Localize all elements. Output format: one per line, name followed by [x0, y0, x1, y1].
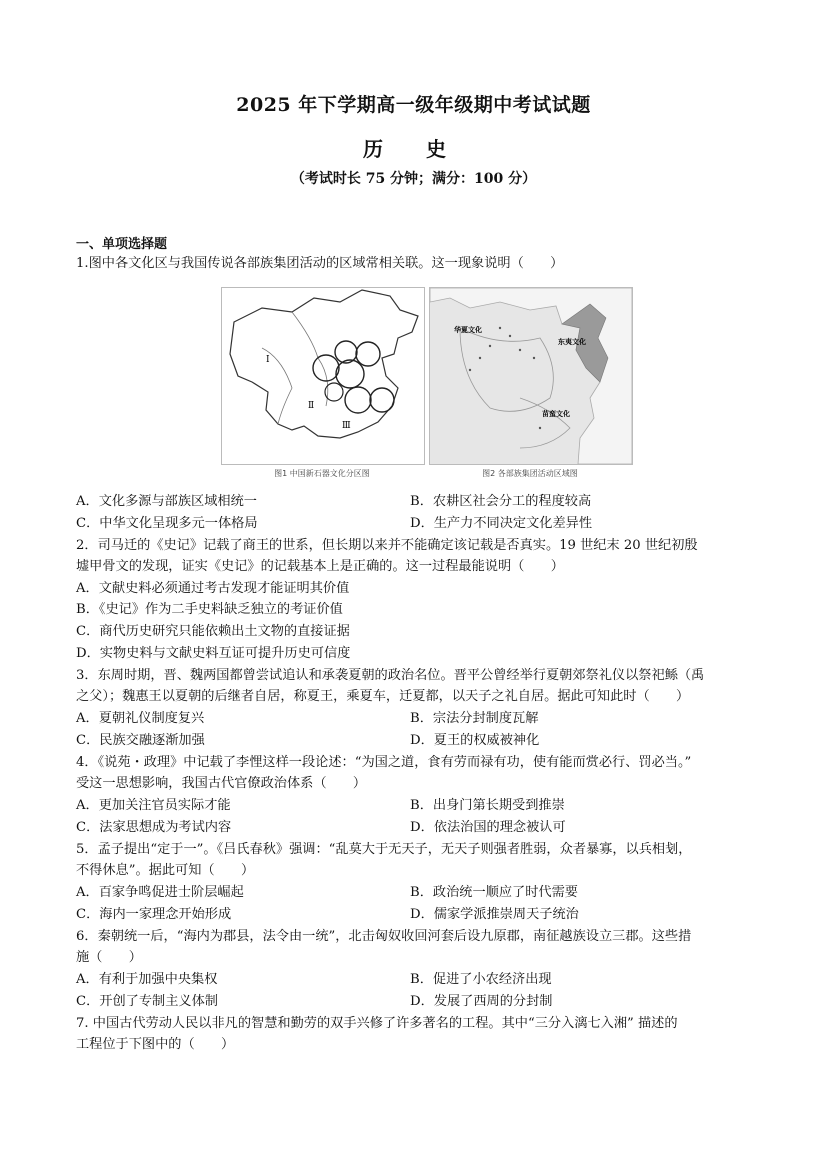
map2-label-miaoman: 苗蛮文化 [542, 410, 570, 418]
q6-stem-line-2: 施（ ） [76, 950, 142, 965]
q3-option-a[interactable]: A．夏朝礼仪制度复兴 [76, 711, 205, 726]
figure-2-caption: 图2 各部族集团活动区域图 [482, 469, 578, 478]
q6-option-d[interactable]: D．发展了西周的分封制 [410, 994, 553, 1009]
q2-stem-line-1: 2．司马迁的《史记》记载了商王的世系，但长期以来并不能确定该记载是否真实。19 世纪末 20 世纪初殷 [76, 538, 698, 553]
q3-stem-line-1: 3．东周时期，晋、魏两国都曾尝试追认和承袭夏朝的政治名位。晋平公曾经举行夏朝郊祭礼仪以祭祀鲧（禹 [76, 668, 705, 683]
q2-option-a[interactable]: A．文献史料必须通过考古发现才能证明其价值 [76, 581, 350, 596]
q5-option-d[interactable]: D．儒家学派推崇周天子统治 [410, 907, 579, 922]
q4-option-b[interactable]: B．出身门第长期受到推崇 [410, 798, 565, 813]
map1-label-2: Ⅱ [308, 401, 315, 411]
figure-1-caption: 图1 中国新石器文化分区图 [274, 469, 370, 478]
q4-option-d[interactable]: D．依法治国的理念被认可 [410, 820, 566, 835]
q5-stem-line-1: 5．孟子提出“定于一”。《吕氏春秋》强调：“乱莫大于无天子，无天子则强者胜弱，众者暴寡，以兵相刬， [76, 842, 692, 857]
subject-title [0, 133, 827, 162]
q4-option-a[interactable]: A．更加关注官员实际才能 [76, 798, 231, 813]
q1-option-d[interactable]: D．生产力不同决定文化差异性 [410, 516, 593, 531]
q4-stem-line-1: 4．《说苑・政理》中记载了李悝这样一段论述：“为国之道，食有劳而禄有功，使有能而赏必行、罚必当。” [76, 755, 692, 770]
q3-option-c[interactable]: C．民族交融逐渐加强 [76, 733, 205, 748]
q3-option-d[interactable]: D．夏王的权威被神化 [410, 733, 540, 748]
q3-option-b[interactable]: B．宗法分封制度瓦解 [410, 711, 539, 726]
q6-option-c[interactable]: C．开创了专制主义体制 [76, 994, 218, 1009]
q6-option-a[interactable]: A．有利于加强中央集权 [76, 972, 218, 987]
q3-stem-line-2: 之父）；魏惠王以夏朝的后继者自居，称夏王，乘夏车，迁夏都，以天子之礼自居。据此可知此时（ ） [76, 689, 690, 704]
q6-option-b[interactable]: B．促进了小农经济出现 [410, 972, 552, 987]
subject-text: 历 史 [363, 137, 464, 161]
exam-info: （考试时长 75 分钟；满分：100 分） [290, 171, 537, 187]
q1-option-c[interactable]: C．中华文化呈现多元一体格局 [76, 516, 258, 531]
china-map-figure-1 [222, 288, 424, 464]
section-title: 一、单项选择题 [76, 237, 168, 252]
neolithic-culture-map [221, 287, 425, 465]
q2-option-c[interactable]: C．商代历史研究只能依赖出土文物的直接证据 [76, 624, 350, 639]
q4-option-c[interactable]: C．法家思想成为考试内容 [76, 820, 232, 835]
q2-option-b[interactable]: B．《史记》作为二手史料缺乏独立的考证价值 [76, 602, 343, 617]
q1-figures [221, 287, 635, 487]
q7-stem-line-2: 工程位于下图中的（ ） [76, 1037, 235, 1052]
q5-option-c[interactable]: C．海内一家理念开始形成 [76, 907, 232, 922]
q4-stem-line-2: 受这一思想影响，我国古代官僚政治体系（ ） [76, 776, 367, 791]
q6-stem-line-1: 6．秦朝统一后，“海内为郡县，法令由一统”，北击匈奴收回河套后设九原郡，南征越族设立三郡。这些措 [76, 929, 692, 944]
map1-label-1: Ⅰ [266, 355, 270, 365]
q1-stem: 1.图中各文化区与我国传说各部族集团活动的区域常相关联。这一现象说明（ ） [76, 256, 564, 271]
q2-option-d[interactable]: D．实物史料与文献史料互证可提升历史可信度 [76, 646, 351, 661]
q1-option-b[interactable]: B．农耕区社会分工的程度较高 [410, 494, 592, 509]
q5-stem-line-2: 不得休息”。据此可知（ ） [76, 863, 255, 878]
q7-stem-line-1: 7. 中国古代劳动人民以非凡的智慧和勤劳的双手兴修了许多著名的工程。其中“三分入漓七入湘” 描述的 [76, 1016, 678, 1031]
q1-option-a[interactable]: A．文化多源与部族区域相统一 [76, 494, 257, 509]
q5-option-b[interactable]: B．政治统一顺应了时代需要 [410, 885, 578, 900]
map1-label-3: Ⅲ [342, 421, 351, 431]
tribal-region-map [429, 287, 633, 465]
map2-label-huaxia: 华夏文化 [454, 326, 482, 334]
exam-title: 2025 年下学期高一级年级期中考试试题 [236, 94, 591, 116]
map2-label-dongyi: 东夷文化 [558, 338, 586, 346]
q2-stem-line-2: 墟甲骨文的发现，证实《史记》的记载基本上是正确的。这一过程最能说明（ ） [76, 559, 564, 574]
q5-option-a[interactable]: A．百家争鸣促进士阶层崛起 [76, 885, 244, 900]
china-map-figure-2 [430, 288, 632, 464]
